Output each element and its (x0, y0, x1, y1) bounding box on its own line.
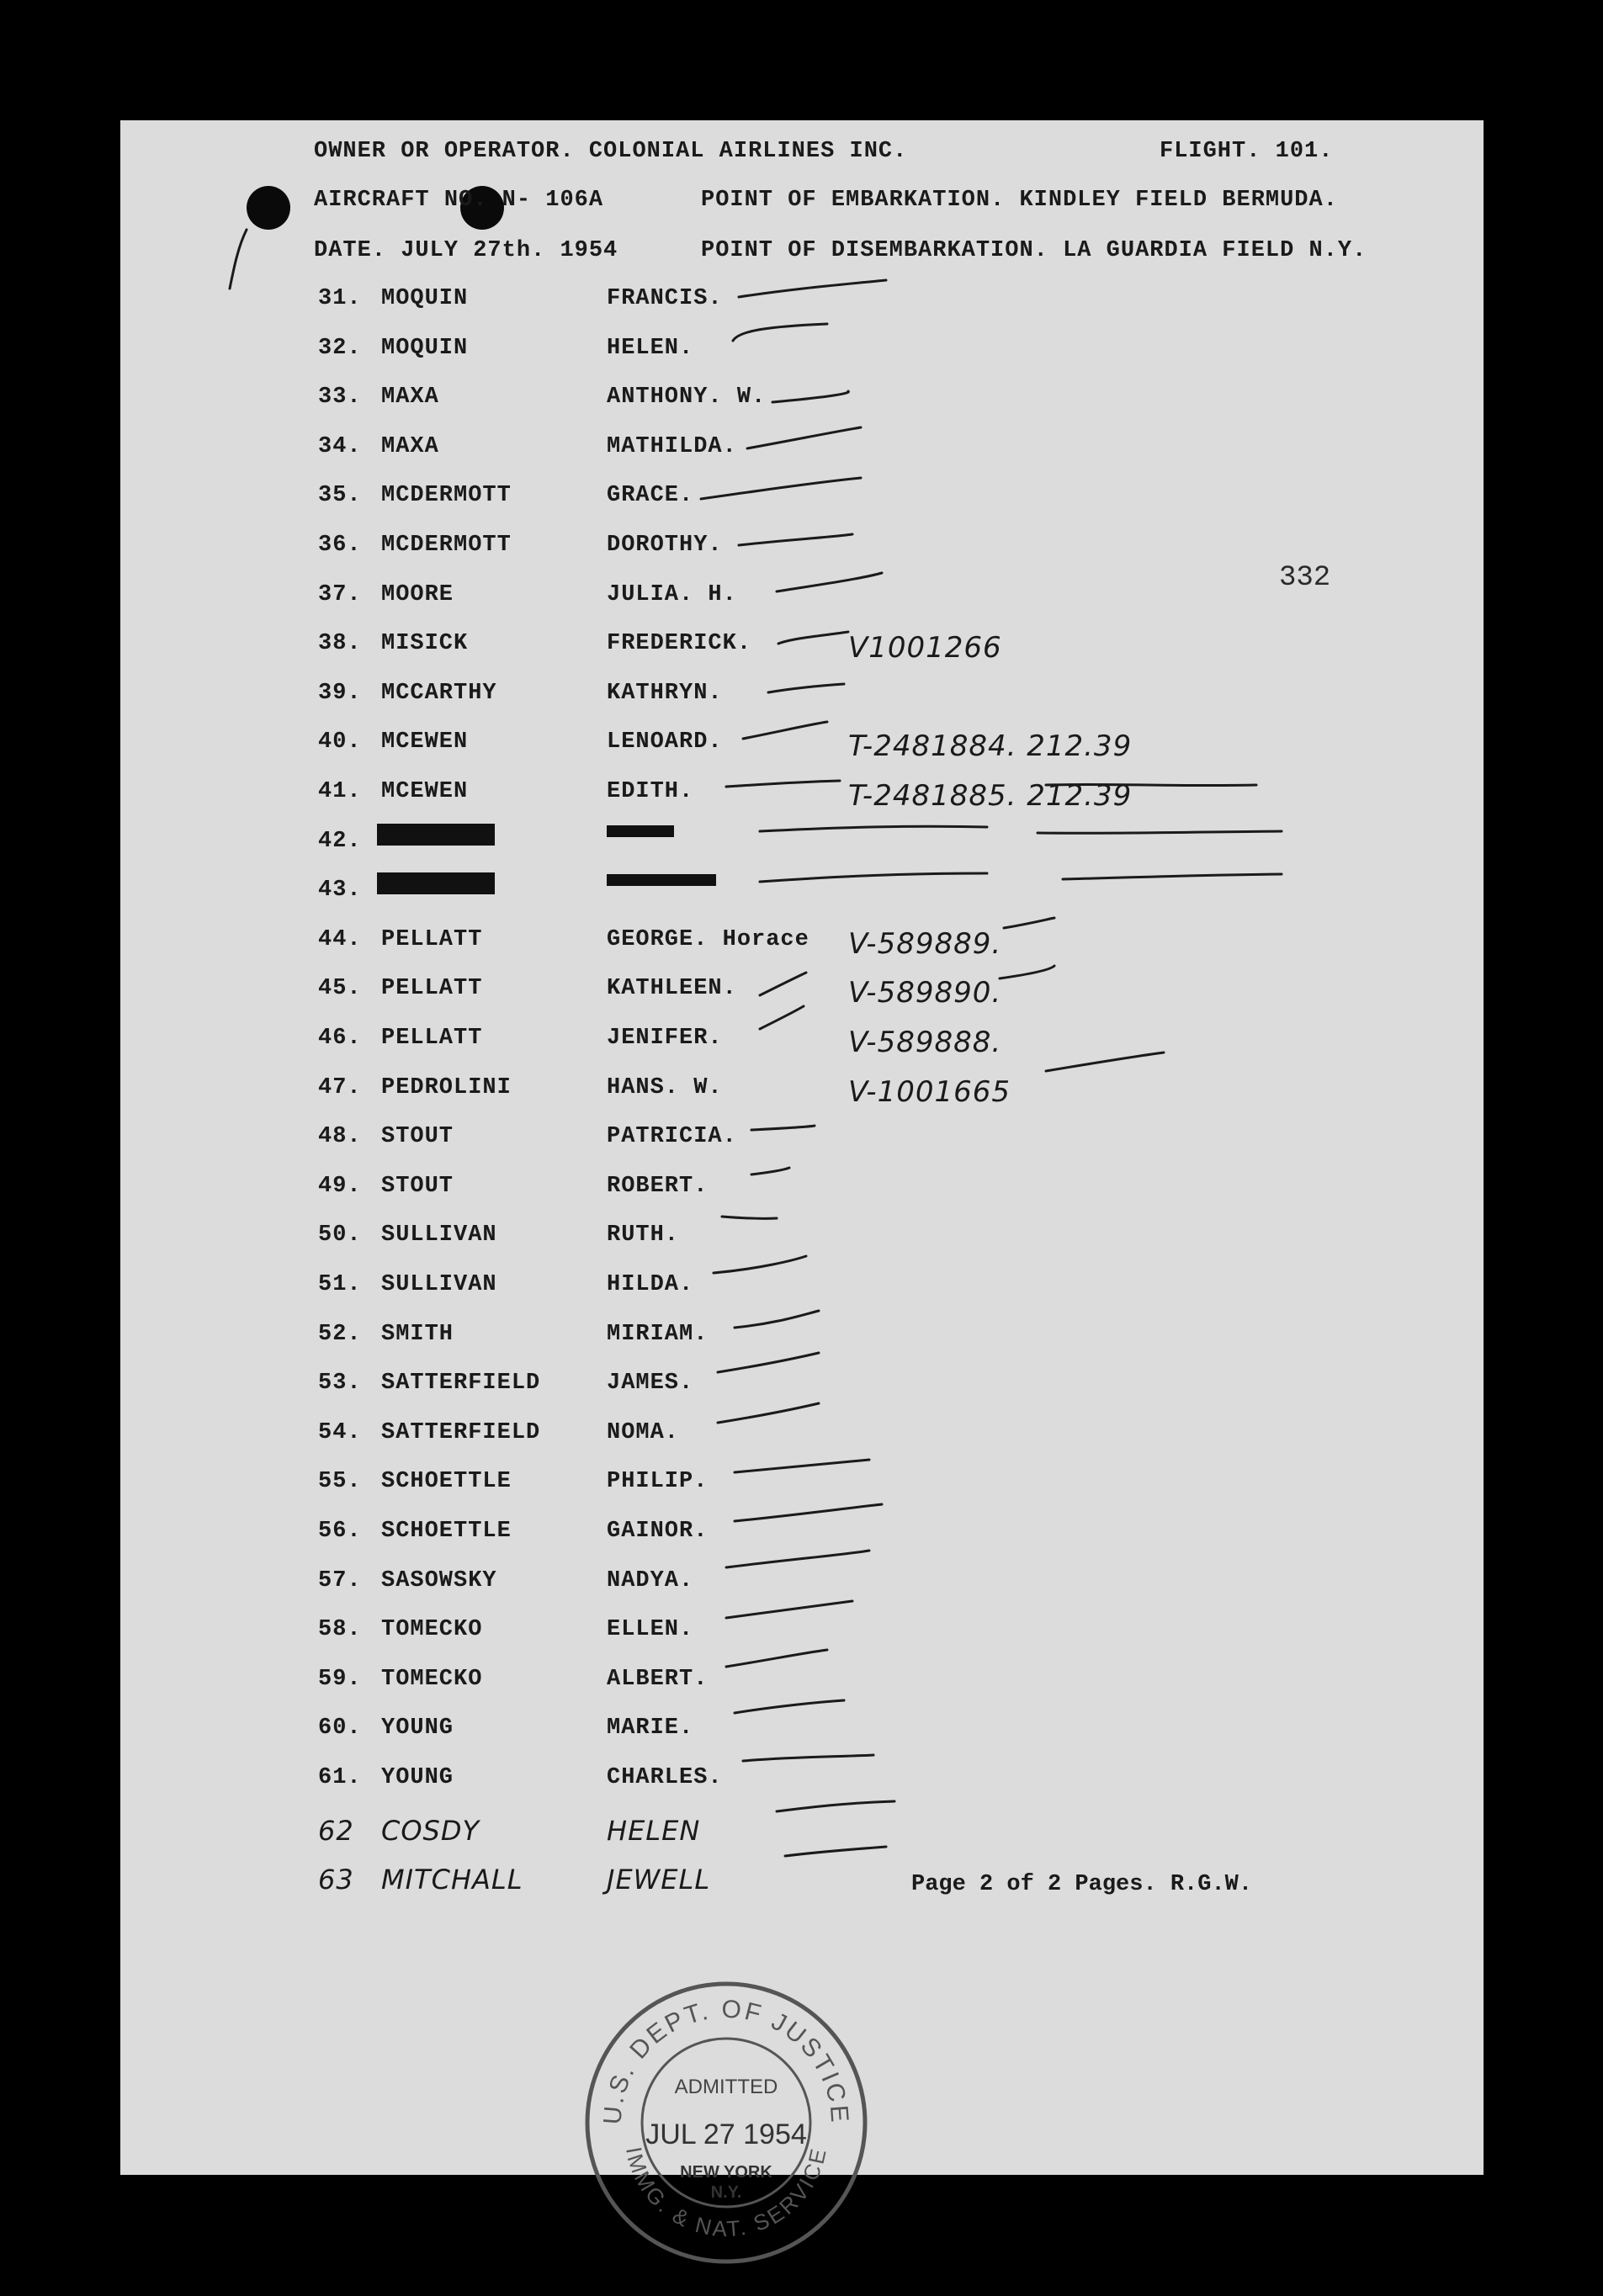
passenger-given-name: KATHRYN. (607, 680, 723, 706)
passenger-surname: SCHOETTLE (381, 1469, 512, 1495)
passenger-given-name: HELEN. (607, 335, 694, 361)
passenger-given-name: FRANCIS. (607, 286, 723, 311)
passenger-surname: PELLATT (381, 926, 483, 952)
manifest-date: DATE. JULY 27th. 1954 (314, 238, 618, 263)
passenger-number: 47. (318, 1074, 362, 1100)
passenger-given-name: RUTH. (607, 1222, 680, 1249)
passenger-given-name: PATRICIA. (607, 1124, 737, 1150)
passenger-given-name: PHILIP. (607, 1469, 709, 1495)
passenger-given-name: JENIFER. (607, 1026, 723, 1051)
passenger-surname: MOORE (381, 581, 454, 607)
passenger-given-name: JAMES. (607, 1371, 694, 1397)
passenger-surname: MOQUIN (381, 335, 469, 361)
passenger-number: 55. (318, 1469, 362, 1495)
passenger-number: 60. (318, 1715, 362, 1742)
passenger-number: 39. (318, 680, 362, 706)
passenger-number: 63 (318, 1864, 354, 1896)
stamp-place: NEW YORK (680, 2163, 772, 2182)
passenger-number: 36. (318, 533, 362, 558)
passenger-number: 33. (318, 384, 362, 411)
passenger-number: 34. (318, 433, 362, 459)
stamp-bottom-text: IMMG. & NAT. SERVICE (621, 2144, 832, 2242)
passenger-surname: PELLATT (381, 1026, 483, 1051)
passenger-surname: TOMECKO (381, 1666, 483, 1692)
passenger-given-name: ROBERT. (607, 1173, 709, 1199)
passenger-number: 62 (318, 1814, 354, 1847)
passenger-surname: STOUT (381, 1124, 454, 1150)
passenger-given-name: ELLEN. (607, 1617, 694, 1643)
stamp-date: JUL 27 1954 (645, 2118, 807, 2150)
passenger-number: 58. (318, 1617, 362, 1643)
passenger-number: 54. (318, 1419, 362, 1445)
passenger-given-name: JULIA. H. (607, 581, 737, 607)
passenger-number: 43. (318, 878, 362, 904)
passenger-number: 38. (318, 631, 362, 657)
passenger-given-name: DOROTHY. (607, 533, 723, 558)
passenger-surname: SULLIVAN (381, 1272, 497, 1297)
passenger-number: 61. (318, 1765, 362, 1790)
handwritten-ticks (120, 120, 1484, 2175)
passenger-note: V-1001665 (848, 1074, 1011, 1109)
page-number: 332 (1279, 562, 1331, 594)
passenger-given-name: GRACE. (607, 483, 694, 509)
passenger-number: 57. (318, 1567, 362, 1593)
passenger-number: 46. (318, 1026, 362, 1051)
passenger-surname: MCDERMOTT (381, 533, 512, 558)
passenger-number: 37. (318, 581, 362, 607)
passenger-note: T-2481884. 212.39 (848, 729, 1133, 764)
passenger-given-name: NADYA. (607, 1567, 694, 1593)
passenger-number: 51. (318, 1272, 362, 1297)
passenger-number: 41. (318, 779, 362, 804)
passenger-surname: SATTERFIELD (381, 1371, 541, 1397)
passenger-given-name: FREDERICK. (607, 631, 752, 657)
passenger-given-name: JEWELL (607, 1864, 711, 1896)
passenger-surname: MCCARTHY (381, 680, 497, 706)
passenger-surname: SULLIVAN (381, 1222, 497, 1249)
passenger-number: 35. (318, 483, 362, 509)
passenger-number: 31. (318, 286, 362, 311)
passenger-given-name: CHARLES. (607, 1765, 723, 1790)
aircraft-number: AIRCRAFT NO. N- 106A (314, 188, 604, 213)
passenger-given-name: KATHLEEN. (607, 976, 737, 1002)
passenger-given-name: GEORGE. Horace (607, 926, 809, 952)
passenger-number: 44. (318, 926, 362, 952)
passenger-note: V-589890. (848, 976, 1002, 1010)
passenger-surname: STOUT (381, 1173, 454, 1199)
passenger-given-name: NOMA. (607, 1419, 680, 1445)
disembarkation-point: POINT OF DISEMBARKATION. LA GUARDIA FIELD N.Y. (701, 238, 1367, 263)
embarkation-point: POINT OF EMBARKATION. KINDLEY FIELD BERMUDA. (701, 188, 1338, 213)
passenger-surname: MCEWEN (381, 729, 469, 756)
passenger-number: 32. (318, 335, 362, 361)
passenger-surname: SCHOETTLE (381, 1519, 512, 1544)
passenger-number: 49. (318, 1173, 362, 1199)
passenger-given-name: MATHILDA. (607, 433, 737, 459)
passenger-number: 56. (318, 1519, 362, 1544)
passenger-given-name: EDITH. (607, 779, 694, 804)
passenger-surname: PEDROLINI (381, 1074, 512, 1100)
passenger-surname: SMITH (381, 1321, 454, 1347)
manifest-page (120, 120, 1484, 2242)
passenger-surname: MAXA (381, 433, 439, 459)
passenger-surname: MISICK (381, 631, 469, 657)
passenger-surname: MITCHALL (381, 1864, 523, 1896)
passenger-surname: PELLATT (381, 976, 483, 1002)
passenger-surname: COSDY (381, 1814, 480, 1847)
passenger-given-name: MARIE. (607, 1715, 694, 1742)
owner-line: OWNER OR OPERATOR. COLONIAL AIRLINES INC. (314, 139, 908, 164)
passenger-surname: YOUNG (381, 1765, 454, 1790)
stamp-admitted: ADMITTED (674, 2076, 778, 2098)
passenger-surname: TOMECKO (381, 1617, 483, 1643)
passenger-surname: MOQUIN (381, 286, 469, 311)
stamp-top-text: U.S. DEPT. OF JUSTICE (598, 1995, 854, 2126)
passenger-given-name: HELEN (607, 1814, 701, 1847)
passenger-number: 48. (318, 1124, 362, 1150)
passenger-surname: SASOWSKY (381, 1567, 497, 1593)
passenger-number: 59. (318, 1666, 362, 1692)
passenger-surname: MCEWEN (381, 779, 469, 804)
passenger-given-name: ALBERT. (607, 1666, 709, 1692)
stamp-state: N.Y. (710, 2183, 742, 2202)
admitted-stamp (579, 1975, 873, 2270)
passenger-surname: MCDERMOTT (381, 483, 512, 509)
passenger-note: V-589889. (848, 926, 1002, 961)
passenger-surname: SATTERFIELD (381, 1419, 541, 1445)
passenger-number: 53. (318, 1371, 362, 1397)
passenger-note: V1001266 (848, 631, 1002, 665)
page-footer: Page 2 of 2 Pages. R.G.W. (911, 1872, 1253, 1897)
passenger-surname: YOUNG (381, 1715, 454, 1742)
passenger-number: 40. (318, 729, 362, 756)
passenger-given-name: GAINOR. (607, 1519, 709, 1544)
flight-number: FLIGHT. 101. (1160, 139, 1334, 164)
passenger-number: 45. (318, 976, 362, 1002)
passenger-given-name: HILDA. (607, 1272, 694, 1297)
passenger-given-name: ANTHONY. W. (607, 384, 767, 411)
passenger-given-name: LENOARD. (607, 729, 723, 756)
passenger-given-name: MIRIAM. (607, 1321, 709, 1347)
passenger-note: T-2481885. 212.39 (848, 779, 1133, 813)
passenger-number: 50. (318, 1222, 362, 1249)
passenger-surname: MAXA (381, 384, 439, 411)
passenger-note: V-589888. (848, 1026, 1002, 1059)
passenger-given-name: HANS. W. (607, 1074, 723, 1100)
passenger-number: 52. (318, 1321, 362, 1347)
passenger-number: 42. (318, 828, 362, 854)
